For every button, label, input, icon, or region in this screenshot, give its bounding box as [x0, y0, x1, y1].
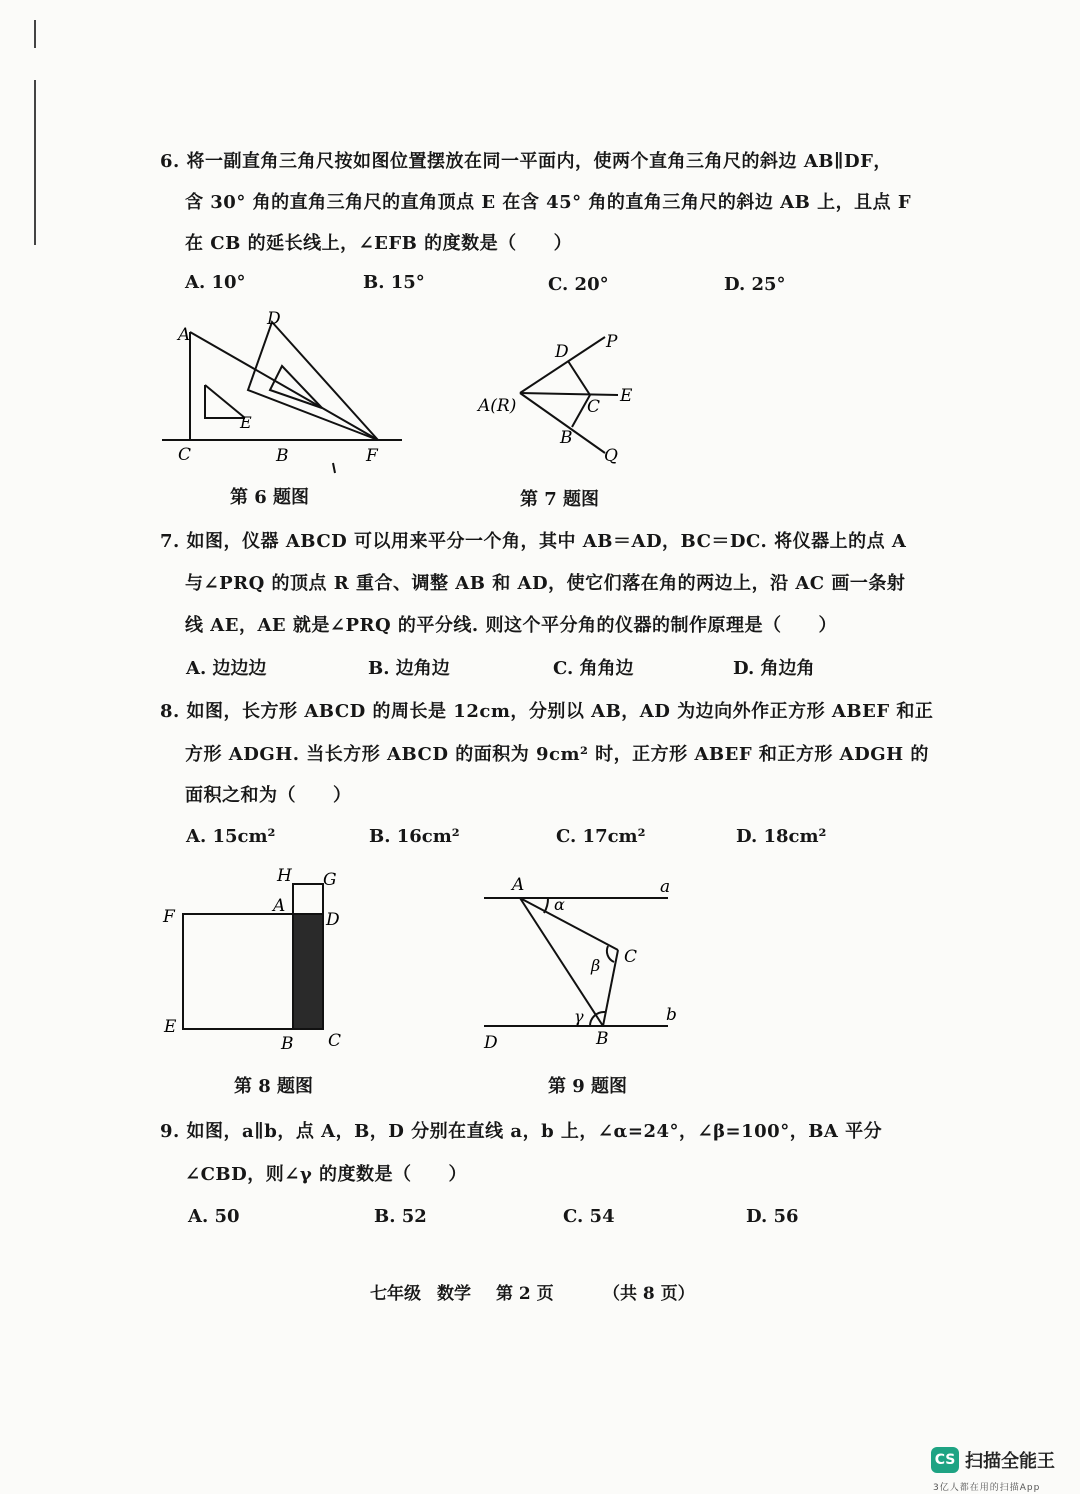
footer-page: 第 2 页	[496, 1284, 554, 1304]
watermark-title: 扫描全能王	[965, 1451, 1055, 1472]
fig8-label-h: H	[277, 866, 292, 886]
q9-option-c: C. 54	[563, 1206, 615, 1227]
fig6-label-c: C	[178, 445, 192, 465]
q7-option-c: C. 角角边	[553, 658, 634, 679]
fig6-caption: 第 6 题图	[230, 487, 310, 508]
figure-6	[150, 300, 420, 480]
q8-option-b: B. 16cm²	[369, 826, 460, 847]
q8-line-2: 方形 ADGH. 当长方形 ABCD 的面积为 9cm² 时，正方形 ABEF 和正方形 ADGH 的	[185, 744, 929, 765]
scan-edge-mark	[34, 80, 36, 245]
fig6-label-b: B	[276, 446, 289, 466]
fig6-label-d: D	[267, 309, 281, 329]
q8-line-3: 面积之和为（ ）	[185, 785, 352, 806]
fig9-label-gamma: γ	[574, 1007, 584, 1026]
q8-option-d: D. 18cm²	[736, 826, 827, 847]
fig9-label-beta: β	[591, 956, 601, 975]
fig8-caption: 第 8 题图	[234, 1076, 314, 1097]
q9-option-d: D. 56	[746, 1206, 799, 1227]
fig7-caption: 第 7 题图	[520, 489, 600, 510]
fig9-label-d: D	[484, 1033, 498, 1053]
footer-grade: 七年级	[370, 1284, 421, 1304]
q6-option-b: B. 15°	[363, 272, 425, 293]
fig6-label-e: E	[240, 413, 252, 432]
q9-line-2: ∠CBD，则∠γ 的度数是（ ）	[185, 1164, 467, 1185]
fig9-segment-cb	[603, 950, 618, 1026]
fig6-triangle-30	[248, 322, 378, 440]
footer-subject: 数学	[437, 1284, 471, 1304]
fig8-label-f: F	[163, 907, 175, 927]
camscanner-icon: CS	[931, 1447, 959, 1473]
q6-line-1: 6. 将一副直角三角尺按如图位置摆放在同一平面内，使两个直角三角尺的斜边 AB∥DF，	[160, 151, 892, 172]
q6-line-3: 在 CB 的延长线上，∠EFB 的度数是（ ）	[185, 233, 573, 254]
q7-option-a: A. 边边边	[186, 658, 267, 679]
fig8-label-b: B	[281, 1034, 294, 1054]
q7-line-1: 7. 如图，仪器 ABCD 可以用来平分一个角，其中 AB＝AD，BC＝DC. 将仪器上的点 A	[160, 531, 907, 552]
fig7-side-dc	[568, 361, 590, 395]
fig7-label-p: P	[606, 332, 618, 352]
fig9-label-a: A	[512, 875, 525, 895]
q7-line-3: 线 AE，AE 就是∠PRQ 的平分线. 则这个平分角的仪器的制作原理是（ ）	[185, 615, 837, 636]
q6-option-d: D. 25°	[724, 274, 786, 295]
figure-9	[470, 870, 710, 1060]
q6-option-a: A. 10°	[185, 272, 246, 293]
fig8-label-a: A	[273, 896, 286, 916]
fig8-label-g: G	[323, 870, 337, 890]
q6-option-c: C. 20°	[548, 274, 609, 295]
fig8-square-abef	[183, 914, 293, 1029]
fig7-label-q: Q	[604, 446, 618, 465]
fig9-label-c: C	[624, 947, 638, 967]
footer-total: （共 8 页）	[603, 1284, 695, 1304]
fig7-label-ar: A(R)	[478, 396, 517, 416]
fig7-label-e: E	[620, 386, 633, 406]
fig8-rectangle-abcd	[293, 914, 323, 1029]
figure-8	[155, 860, 365, 1060]
fig9-segment-ac	[520, 898, 618, 950]
fig6-label-f: F	[366, 446, 378, 466]
fig8-label-e: E	[164, 1017, 177, 1037]
fig9-label-b: B	[596, 1029, 609, 1049]
fig8-square-adgh	[293, 884, 323, 914]
fig8-label-c: C	[328, 1031, 342, 1051]
fig6-label-a: A	[178, 325, 191, 345]
q9-option-a: A. 50	[188, 1206, 240, 1227]
q8-option-a: A. 15cm²	[186, 826, 276, 847]
fig9-label-line-a: a	[660, 877, 671, 897]
fig7-label-c: C	[587, 397, 601, 417]
watermark-subtitle: 3亿人都在用的扫描App	[933, 1483, 1041, 1493]
q7-option-b: B. 边角边	[368, 658, 450, 679]
q9-line-1: 9. 如图，a∥b，点 A，B，D 分别在直线 a，b 上，∠α=24°，∠β=100°，BA 平分	[160, 1121, 883, 1142]
q9-option-b: B. 52	[374, 1206, 427, 1227]
q7-line-2: 与∠PRQ 的顶点 R 重合、调整 AB 和 AD，使它们落在角的两边上，沿 AC 画一条射	[185, 573, 906, 594]
fig8-label-d: D	[326, 910, 340, 930]
q6-line-2: 含 30° 角的直角三角尺的直角顶点 E 在含 45° 角的直角三角尺的斜边 AB 上，且点 F	[185, 192, 912, 213]
fig7-ray-ae	[520, 393, 618, 395]
fig7-label-b: B	[560, 428, 573, 448]
fig7-label-d: D	[555, 342, 569, 362]
q8-option-c: C. 17cm²	[556, 826, 646, 847]
q8-line-1: 8. 如图，长方形 ABCD 的周长是 12cm，分别以 AB，AD 为边向外作正方形 ABEF 和正	[160, 701, 934, 722]
scanner-watermark	[931, 1447, 1055, 1473]
fig9-label-alpha: α	[554, 895, 565, 914]
fig6-triangle-45	[190, 332, 378, 440]
q7-option-d: D. 角边角	[733, 658, 815, 679]
fig9-caption: 第 9 题图	[548, 1076, 628, 1097]
figure-7	[470, 325, 650, 465]
fig9-label-line-b: b	[666, 1005, 677, 1025]
scan-edge-mark	[34, 20, 36, 48]
